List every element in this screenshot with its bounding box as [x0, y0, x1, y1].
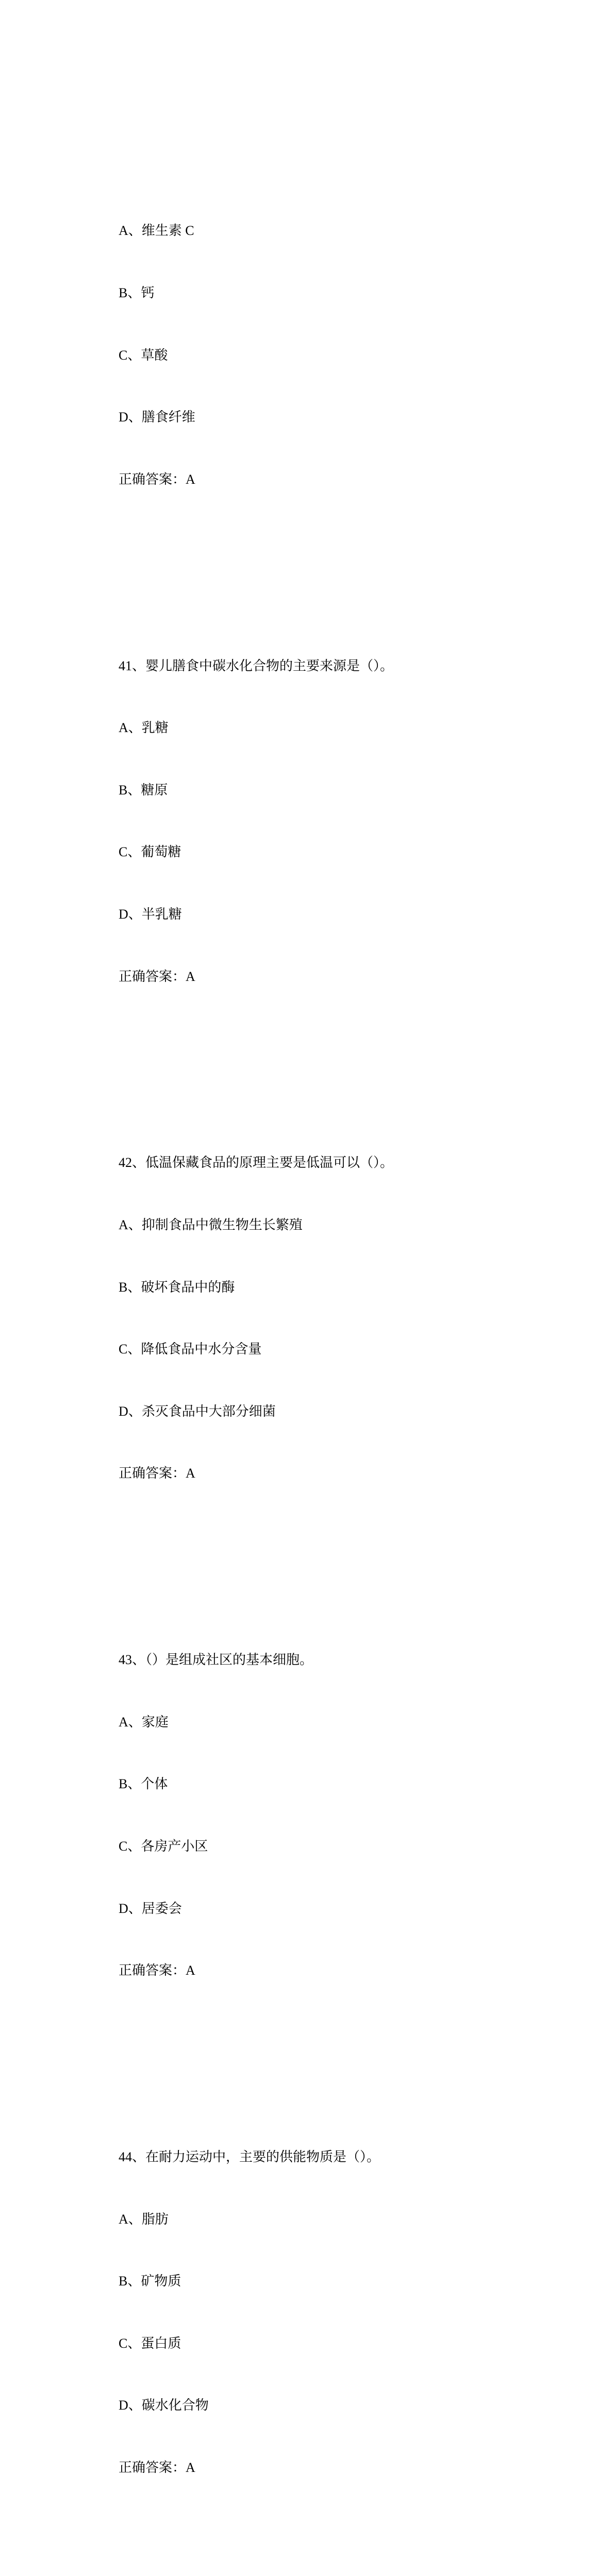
- option-label: C、: [119, 2335, 141, 2351]
- question-number: 41、: [119, 658, 146, 673]
- option-label: A、: [119, 223, 142, 239]
- answer-label: 正确答案：: [119, 1963, 186, 1978]
- option-label: B、: [119, 285, 141, 301]
- answer-row: [92, 2437, 556, 2475]
- option-text: 矿物质: [141, 2274, 181, 2289]
- option-row: [92, 759, 556, 798]
- option-text: 糖原: [141, 782, 168, 798]
- option-text: 乳糖: [141, 720, 169, 736]
- option-row: [92, 200, 556, 239]
- option-label: A、: [119, 2211, 142, 2227]
- option-row: [92, 1753, 556, 1792]
- option-row: [92, 2375, 556, 2413]
- option-label: B、: [119, 2274, 141, 2289]
- option-label: A、: [119, 1217, 142, 1232]
- question-block-42: [92, 1091, 556, 1505]
- option-text: 家庭: [141, 1714, 169, 1730]
- option-row: [92, 884, 556, 922]
- option-text: 草酸: [141, 347, 168, 363]
- stem-row: [92, 1132, 556, 1171]
- question-number: 43、: [119, 1652, 146, 1668]
- option-label: B、: [119, 1776, 141, 1792]
- option-label: D、: [119, 906, 142, 922]
- option-text: 破坏食品中的酶: [141, 1279, 235, 1295]
- option-row: [92, 2188, 556, 2227]
- option-label: C、: [119, 1838, 141, 1854]
- question-block-44: [92, 2084, 556, 2499]
- option-row: [92, 1691, 556, 1730]
- option-row: [92, 1877, 556, 1916]
- option-label: C、: [119, 1342, 141, 1357]
- answer-label: 正确答案：: [119, 471, 186, 487]
- option-label: C、: [119, 347, 141, 363]
- answer-row: [92, 1443, 556, 1481]
- option-text: 各房产小区: [141, 1838, 208, 1854]
- option-text: 抑制食品中微生物生长繁殖: [141, 1217, 303, 1232]
- answer-value: A: [186, 2460, 195, 2475]
- option-label: D、: [119, 2398, 142, 2413]
- stem-row: [92, 635, 556, 673]
- answer-label: 正确答案：: [119, 2460, 186, 2475]
- option-row: [92, 1816, 556, 1854]
- option-row: [92, 697, 556, 736]
- question-block-41: [92, 594, 556, 1008]
- option-row: [92, 1194, 556, 1232]
- answer-label: 正确答案：: [119, 1466, 186, 1481]
- option-text: 居委会: [141, 1901, 182, 1916]
- option-text: 降低食品中水分含量: [141, 1342, 262, 1357]
- question-stem: 在耐力运动中，主要的供能物质是（）。: [145, 2149, 380, 2164]
- option-label: B、: [119, 1279, 141, 1295]
- answer-row: [92, 945, 556, 984]
- option-text: 脂肪: [141, 2211, 169, 2227]
- option-label: A、: [119, 1714, 142, 1730]
- option-label: D、: [119, 1901, 142, 1916]
- quiz-content: [92, 76, 556, 2576]
- option-row: [92, 262, 556, 301]
- question-stem: （）是组成社区的基本细胞。: [145, 1652, 313, 1668]
- option-label: C、: [119, 844, 141, 860]
- option-row: [92, 2250, 556, 2289]
- option-text: 个体: [141, 1776, 168, 1792]
- question-block-43: [92, 1588, 556, 2002]
- option-label: D、: [119, 1403, 142, 1419]
- option-row: [92, 2313, 556, 2351]
- option-text: 维生素 C: [141, 223, 194, 239]
- answer-label: 正确答案：: [119, 969, 186, 984]
- option-text: 杀灭食品中大部分细菌: [141, 1403, 276, 1419]
- option-text: 蛋白质: [141, 2335, 181, 2351]
- option-text: 半乳糖: [141, 906, 182, 922]
- option-row: [92, 386, 556, 425]
- question-block-continued: [92, 159, 556, 511]
- option-label: D、: [119, 410, 142, 425]
- question-stem: 婴儿膳食中碳水化合物的主要来源是（）。: [145, 658, 394, 673]
- answer-row: [92, 1940, 556, 1978]
- question-stem: 低温保藏食品的原理主要是低温可以（）。: [145, 1155, 394, 1171]
- stem-row: [92, 2126, 556, 2164]
- option-row: [92, 1318, 556, 1357]
- option-row: [92, 821, 556, 860]
- answer-value: A: [186, 1963, 195, 1978]
- option-label: B、: [119, 782, 141, 798]
- question-number: 44、: [119, 2149, 146, 2164]
- answer-value: A: [186, 471, 195, 487]
- answer-value: A: [186, 969, 195, 984]
- answer-value: A: [186, 1466, 195, 1481]
- option-row: [92, 1256, 556, 1295]
- stem-row: [92, 1629, 556, 1668]
- option-text: 钙: [141, 285, 155, 301]
- option-label: A、: [119, 720, 142, 736]
- option-row: [92, 324, 556, 363]
- answer-row: [92, 449, 556, 487]
- option-row: [92, 1381, 556, 1419]
- option-text: 碳水化合物: [141, 2398, 209, 2413]
- option-text: 葡萄糖: [141, 844, 181, 860]
- question-number: 42、: [119, 1155, 146, 1171]
- option-text: 膳食纤维: [141, 410, 195, 425]
